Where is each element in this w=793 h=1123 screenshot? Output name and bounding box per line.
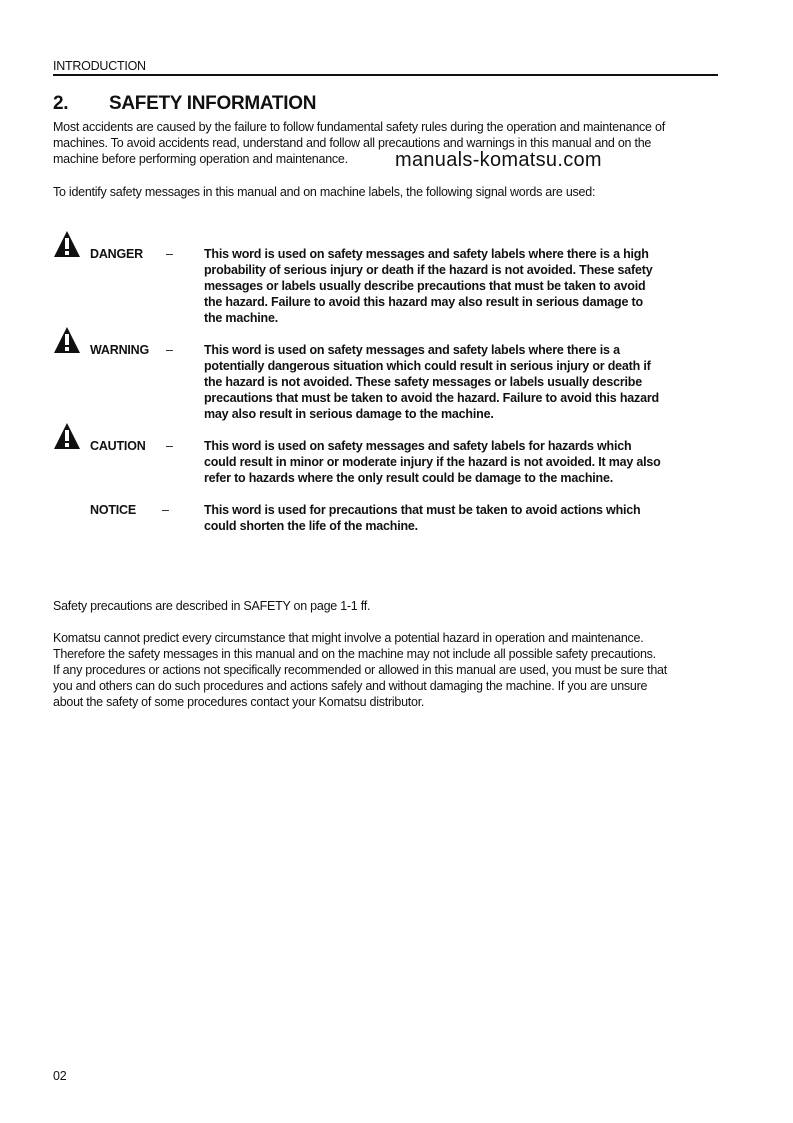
warning-triangle-icon <box>53 230 81 258</box>
text-line: This word is used for precautions that must be taken to avoid actions which <box>204 503 641 517</box>
text-line: probability of serious injury or death if the hazard is not avoided. These safety <box>204 263 653 277</box>
text-line: This word is used on safety messages and safety labels where there is a <box>204 343 620 357</box>
text-line: the hazard. Failure to avoid this hazard may also result in serious damage to <box>204 295 643 309</box>
text-line: could shorten the life of the machine. <box>204 519 418 533</box>
watermark: manuals-komatsu.com <box>395 149 602 171</box>
closing-paragraph <box>53 630 667 710</box>
warning-description <box>204 342 659 422</box>
section-title: SAFETY INFORMATION <box>109 93 317 114</box>
text-line: Therefore the safety messages in this manual and on the machine may not include all possible safety precautions. <box>53 647 656 661</box>
header-rule <box>53 74 718 76</box>
danger-description <box>204 246 652 326</box>
running-header: INTRODUCTION <box>53 59 146 73</box>
text-line: precautions that must be taken to avoid the hazard. Failure to avoid this hazard <box>204 391 659 405</box>
text-line: potentially dangerous situation which could result in serious injury or death if <box>204 359 651 373</box>
text-line: Komatsu cannot predict every circumstance that might involve a potential hazard in operation and maintenance. <box>53 631 644 645</box>
text-line: about the safety of some procedures contact your Komatsu distributor. <box>53 695 425 709</box>
warning-triangle-icon <box>53 326 81 354</box>
text-line: If any procedures or actions not specifically recommended or allowed in this manual are used, you must be sure that <box>53 663 667 677</box>
page-number: 02 <box>53 1069 67 1083</box>
notice-description <box>204 502 640 534</box>
text-line: messages or labels usually describe precautions that must be taken to avoid <box>204 279 646 293</box>
precautions-reference: Safety precautions are described in SAFETY on page 1-1 ff. <box>53 599 371 613</box>
text-line: This word is used on safety messages and safety labels for hazards which <box>204 439 632 453</box>
warning-triangle-icon <box>53 422 81 450</box>
text-line: the hazard is not avoided. These safety messages or labels usually describe <box>204 375 642 389</box>
signal-intro: To identify safety messages in this manual and on machine labels, the following signal words are used: <box>53 185 596 199</box>
text-line: the machine. <box>204 311 279 325</box>
section-number: 2. <box>53 93 69 114</box>
text-line: refer to hazards where the only result could be damage to the machine. <box>204 471 614 485</box>
signal-word-notice: NOTICE <box>90 503 137 517</box>
signal-word-danger: DANGER <box>90 247 143 261</box>
signal-word-caution: CAUTION <box>90 439 146 453</box>
text-line: Most accidents are caused by the failure to follow fundamental safety rules during the operation and maintenance of <box>53 120 665 134</box>
text-line: machine before performing operation and maintenance. <box>53 152 348 166</box>
signal-word-warning: WARNING <box>90 343 150 357</box>
text-line: you and others can do such procedures and actions safely and without damaging the machine. If you are unsure <box>53 679 648 693</box>
text-line: machines. To avoid accidents read, understand and follow all precautions and warnings in this manual and on the <box>53 136 652 150</box>
dash: – <box>166 247 173 261</box>
dash: – <box>166 439 173 453</box>
dash: – <box>166 343 173 357</box>
text-line: This word is used on safety messages and safety labels where there is a high <box>204 247 649 261</box>
caution-description <box>204 438 661 486</box>
dash: – <box>162 503 169 517</box>
text-line: may also result in serious damage to the machine. <box>204 407 494 421</box>
text-line: could result in minor or moderate injury if the hazard is not avoided. It may also <box>204 455 661 469</box>
